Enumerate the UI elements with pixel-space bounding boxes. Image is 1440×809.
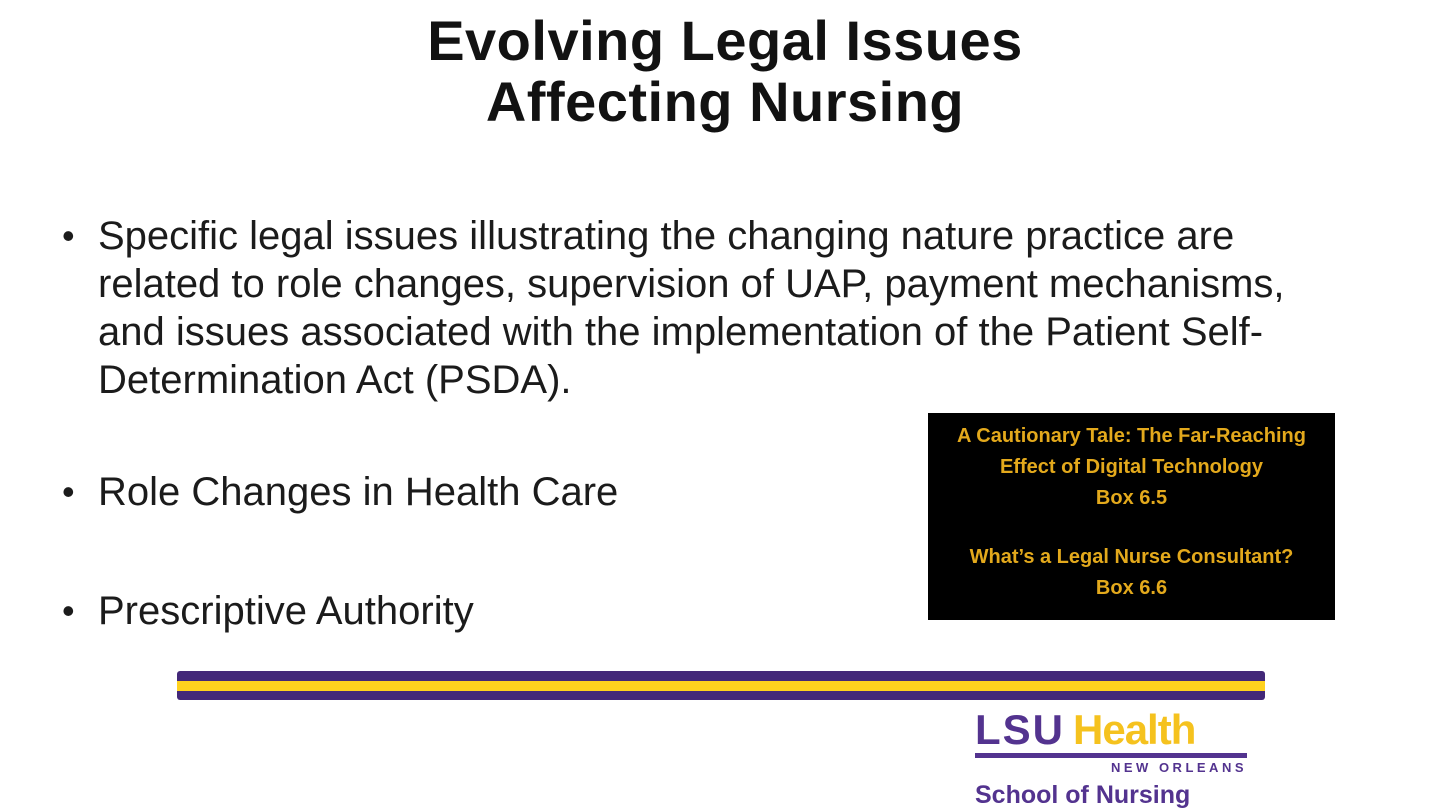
bullet-dot: • (62, 215, 75, 256)
bullet-item-specific-legal-issues (62, 212, 1285, 404)
logo-wordmark (975, 706, 1247, 753)
bullet-item-role-changes (62, 468, 618, 516)
page-title (0, 10, 1440, 132)
callout-line: A Cautionary Tale: The Far-Reaching (957, 425, 1306, 447)
callout-line: Box 6.6 (1095, 577, 1168, 599)
logo-school-text: School of Nursing (975, 781, 1191, 809)
bullet-line: related to role changes, supervision of UAP, payment mechanisms, (98, 262, 1285, 306)
callout-box (928, 413, 1335, 620)
title-line-1: Evolving Legal Issues (427, 9, 1023, 72)
bullet-text (98, 468, 618, 516)
logo-lsu-text: LSU (975, 706, 1065, 753)
bullet-dot: • (62, 471, 75, 512)
callout-line: What’s a Legal Nurse Consultant? (969, 546, 1294, 568)
bullet-line: and issues associated with the implementation of the Patient Self- (98, 310, 1264, 354)
bullet-line: Prescriptive Authority (98, 589, 474, 633)
bullet-item-prescriptive-authority (62, 587, 474, 635)
bullet-text (98, 212, 1285, 404)
callout-group-box-6-6 (928, 542, 1335, 604)
callout-line: Effect of Digital Technology (1000, 456, 1263, 478)
lsu-health-logo (975, 706, 1247, 809)
logo-region-text: NEW ORLEANS (1111, 760, 1247, 775)
title-line-2: Affecting Nursing (485, 70, 965, 133)
logo-rule (975, 753, 1247, 758)
logo-health-text: Health (1073, 706, 1196, 753)
bullet-dot: • (62, 590, 75, 631)
divider-stripe (177, 671, 1265, 700)
bullet-line: Determination Act (PSDA). (98, 358, 572, 402)
bullet-text (98, 587, 474, 635)
callout-line: Box 6.5 (1095, 487, 1168, 509)
bullet-line: Specific legal issues illustrating the changing nature practice are (98, 214, 1235, 258)
bullet-line: Role Changes in Health Care (98, 470, 619, 514)
callout-group-box-6-5 (928, 421, 1335, 514)
